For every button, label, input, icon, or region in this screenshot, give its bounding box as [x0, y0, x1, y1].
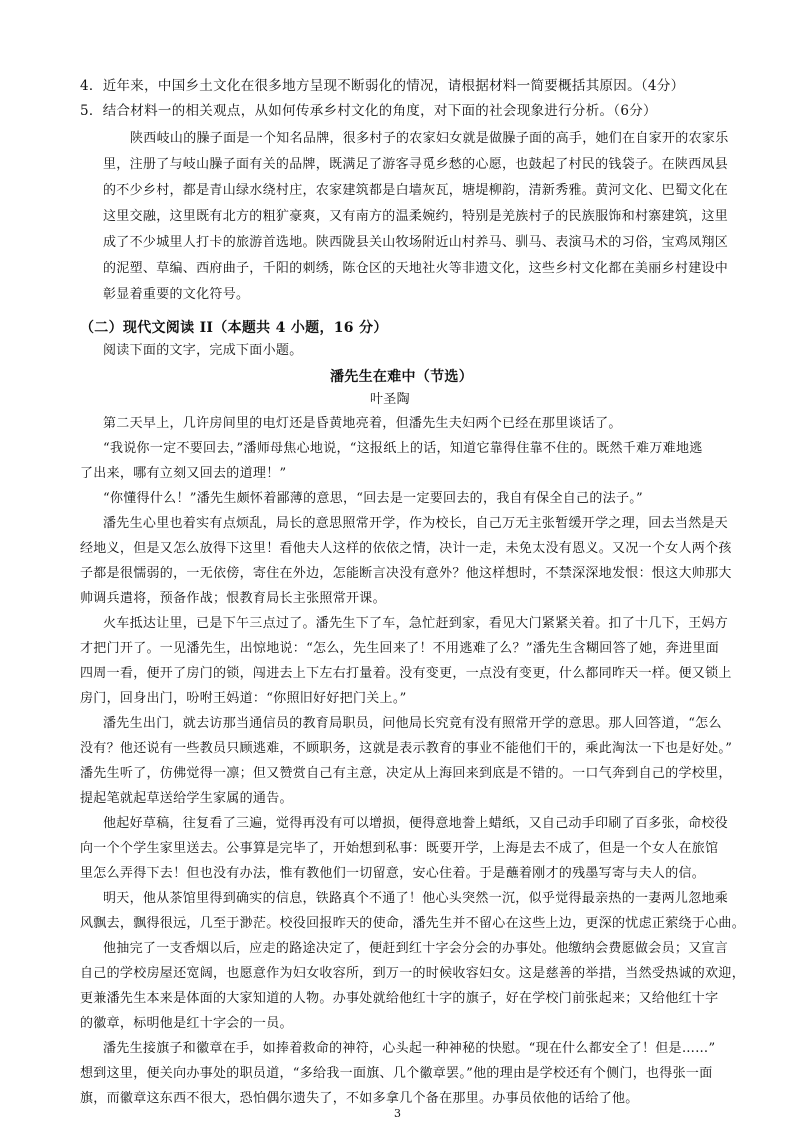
material-line: 陕西岐山的臊子面是一个知名品牌，很多村子的农家妇女就是做臊子面的高手，她们在自家开的农家乐: [130, 131, 729, 146]
article-title: 潘先生在难中（节选）: [330, 369, 473, 385]
page-number: 3: [394, 1107, 402, 1120]
text-line: 想到这里，便关向办事处的职员道，“多给我一面旗、几个徽章罢。”他的理由是学校还有个侧门，也得张一面: [80, 1066, 713, 1081]
material-line: 的泥塑、草编、西府曲子，千阳的刺绣，陈仓区的天地社火等非遗文化，这些乡村文化都在美丽乡村建设中: [103, 261, 729, 276]
text-line: 他抽完了一支香烟以后，应走的路途决定了，便赶到红十字会分会的办事处。他缴纳会费愿做会员；又宣言: [103, 941, 729, 956]
text-line: 经地义，但是又怎么放得下这里！看他夫人这样的依依之情，决计一走，未免太没有恩义。又况一个女人两个孩: [80, 541, 732, 556]
material-line: 这里交融，这里既有北方的粗犷豪爽，又有南方的温柔婉约，特别是羌族村子的民族服饰和村寨建筑，这里: [103, 209, 729, 224]
text-line: 旗，而徽章这东西不很大，恐怕偶尔遗失了，不如多拿几个备在那里。办事员依他的话给了他。: [80, 1091, 639, 1106]
article-author: 叶圣陶: [370, 392, 410, 407]
text-line: 了出来，哪有立刻又回去的道理！”: [80, 466, 287, 481]
text-line: 更兼潘先生本来是体面的大家知道的人物。办事处就给他红十字的旗子，好在学校门前张起来；又给他红十字: [80, 991, 719, 1006]
text-line: 没有？他还说有一些教员只顾逃难，不顾职务，这就是表示教育的事业不能他们干的，乘此淘汰一下也是好处。”: [80, 741, 733, 756]
question-5: 5．结合材料一的相关观点，从如何传承乡村文化的角度，对下面的社会现象进行分析。（6分）: [80, 103, 657, 119]
text-line: 潘先生心里也着实有点烦乱，局长的意思照常开学，作为校长，自己万无主张暂缓开学之理，回去当然是天: [103, 516, 729, 531]
material-line: 彰显着重要的文化符号。: [103, 287, 250, 302]
text-line: 帅调兵遣将，预备作战；恨教育局长主张照常开课。: [80, 591, 386, 606]
text-line: 风飘去，飘得很远，几至于渺茫。校役回报昨天的使命，潘先生并不留心在这些上边，更深的忧虑正萦绕于心曲。: [80, 916, 746, 931]
section-heading: （二）现代文阅读 II（本题共 4 小题，16 分）: [80, 320, 388, 336]
material-line: 的不少乡村，都是青山绿水绕村庄，农家建筑都是白墙灰瓦，塘堤柳韵，清新秀雅。黄河文化、巴蜀文化在: [103, 183, 729, 198]
text-line: 才把门开了。一见潘先生，出惊地说：“怎么，先生回来了！不用逃难了么？”潘先生含糊回答了她，奔进里面: [80, 641, 719, 656]
text-line: 向一个个学生家里送去。公事算是完毕了，开始想到私事：既要开学，上海是去不成了，但是一个女人在旅馆: [80, 841, 719, 856]
text-line: 潘先生听了，仿佛觉得一凛；但又赞赏自己有主意，决定从上海回来到底是不错的。一口气奔到自己的学校里，: [80, 766, 732, 781]
question-4: 4．近年来，中国乡土文化在很多地方呈现不断弱化的情况，请根据材料一简要概括其原因。（4分）: [80, 78, 685, 94]
section-instruction: 阅读下面的文字，完成下面小题。: [103, 343, 303, 358]
text-line: 子都是很懦弱的，一无依傍，寄住在外边，怎能断言决没有意外？他这样想时，不禁深深地发恨：恨这大帅那大: [80, 566, 732, 581]
text-line: 他起好草稿，往复看了三遍，觉得再没有可以增损，便得意地誊上蜡纸，又自己动手印刷了百多张，命校役: [103, 816, 729, 831]
material-line: 里，注册了与岐山臊子面有关的品牌，既满足了游客寻觅乡愁的心愿，也鼓起了村民的钱袋子。在陕西凤县: [103, 157, 729, 172]
text-line: 里怎么弄得下去！但也没有办法，惟有教他们一切留意，安心住着。于是蘸着刚才的残墨写寄与夫人的信。: [80, 866, 706, 881]
text-line: 自己的学校房屋还宽阔，也愿意作为妇女收容所，到万一的时候收容妇女。这是慈善的举措，当然受热诚的欢迎，: [80, 966, 746, 981]
text-line: 潘先生出门，就去访那当通信员的教育局职员，问他局长究竟有没有照常开学的意思。那人回答道，“怎么: [103, 716, 722, 731]
text-line: 提起笔就起草送给学生家属的通告。: [80, 791, 293, 806]
text-line: 火车抵达让里，已是下午三点过了。潘先生下了车，急忙赶到家，看见大门紧紧关着。扣了十几下，王妈方: [103, 616, 729, 631]
material-line: 成了不少城里人打卡的旅游首选地。陕西陇县关山牧场附近山村养马、驯马、表演马术的习俗，宝鸡凤翔区: [103, 235, 729, 250]
text-line: 房门，回身出门，吩咐王妈道：“你照旧好好把门关上。”: [80, 691, 407, 706]
text-line: “你懂得什么！”潘先生颇怀着鄙薄的意思，“回去是一定要回去的，我自有保全自己的法子。”: [103, 491, 643, 506]
text-line: 明天，他从茶馆里得到确实的信息，铁路真个不通了！他心头突然一沉，似乎觉得最亲热的一妻两儿忽地乘: [103, 891, 729, 906]
text-line: 的徽章，标明他是红十字会的一员。: [80, 1016, 293, 1031]
text-line: 潘先生接旗子和徽章在手，如捧着救命的神符，心头起一种神秘的快慰。“现在什么都安全了！但是……”: [103, 1041, 716, 1056]
text-line: 第二天早上，几许房间里的电灯还是昏黄地亮着，但潘先生夫妇两个已经在那里谈话了。: [103, 416, 622, 431]
text-line: 四周一看，便开了房门的锁，闯进去上下左右打量着。没有变更，一点没有变更，什么都同昨天一样。便又锁上: [80, 666, 732, 681]
text-line: “我说你一定不要回去，”潘师母焦心地说，“这报纸上的话，知道它靠得住靠不住的。既然千难万难地逃: [103, 441, 703, 456]
